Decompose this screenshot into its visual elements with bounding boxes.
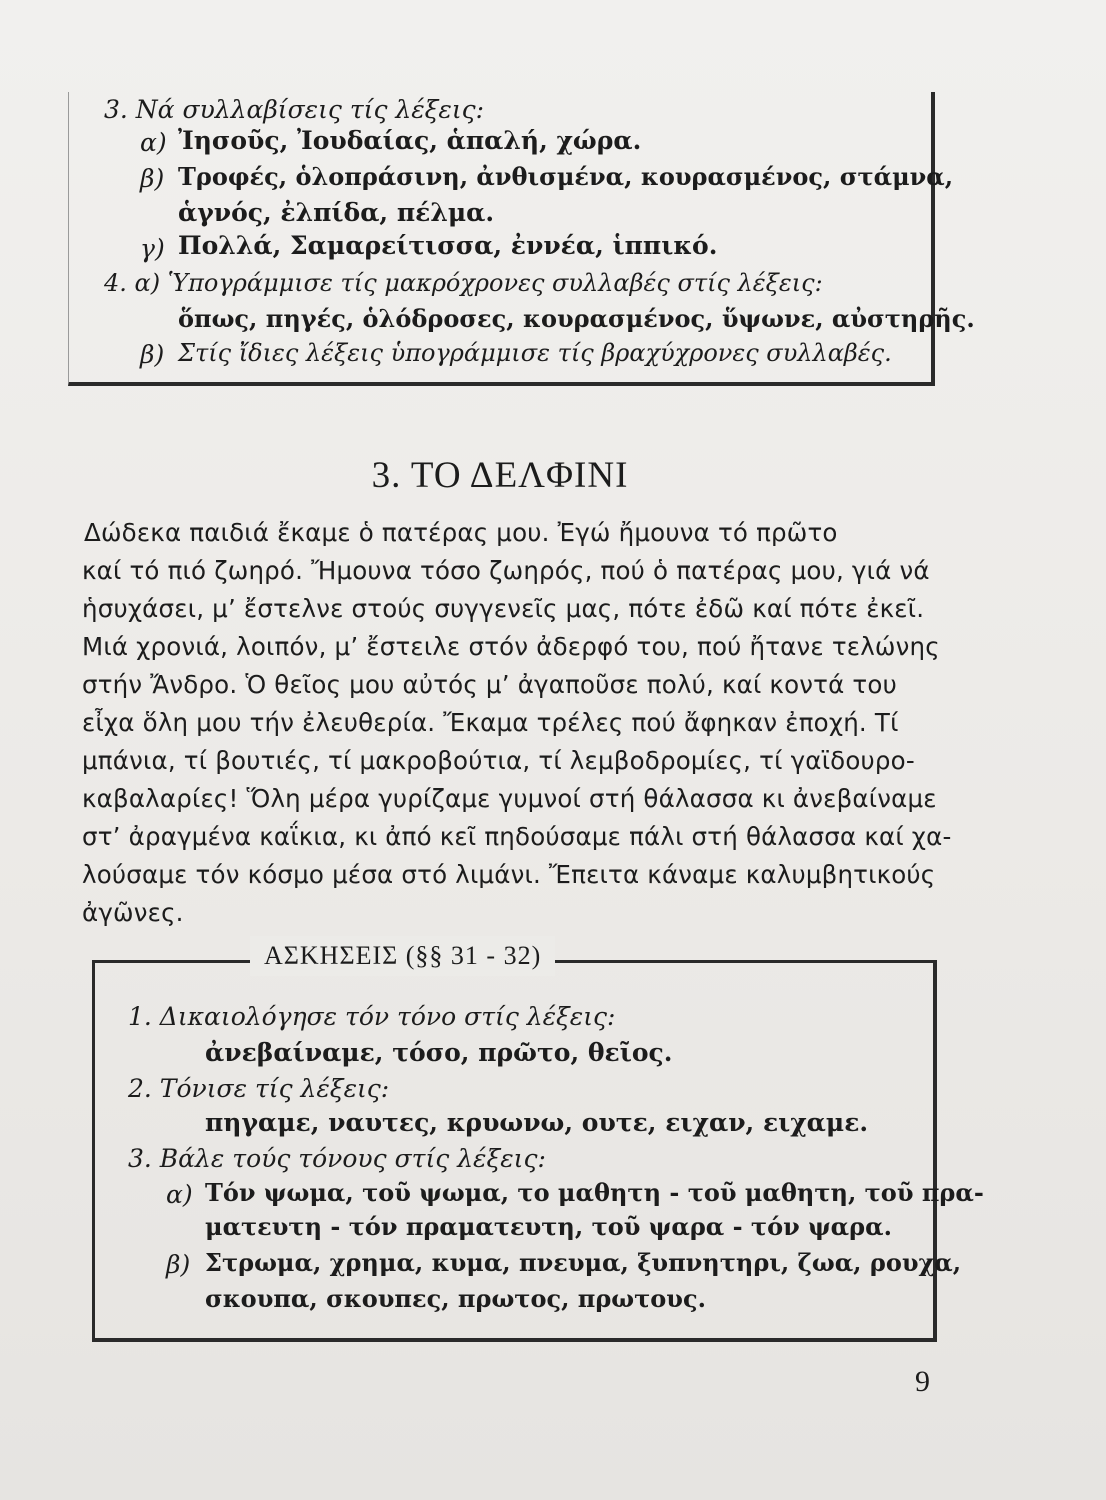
exercise-4-label: 4. α) Ὑπογράμμισε τίς μακρόχρονες συλλαβές στίς λέξεις:: [104, 269, 823, 297]
page-number: 9: [915, 1365, 930, 1398]
exercises-heading: ΑΣΚΗΣΕΙΣ (§§ 31 - 32): [250, 936, 555, 976]
exercise-1-words: ἀνεβαίναμε, τόσο, πρῶτο, θεῖος.: [205, 1038, 673, 1067]
exercise-4b-marker: β): [140, 340, 165, 369]
exercise-3a-bottom-marker: α): [166, 1180, 193, 1209]
exercise-3g-words: Πολλά, Σαμαρείτισσα, ἐννέα, ἱππικό.: [178, 231, 718, 260]
lesson-line: ἡσυχάσει, μ’ ἔστελνε στούς συγγενεῖς μας, πότε ἐδῶ καί πότε ἐκεῖ.: [82, 594, 925, 623]
exercise-1-label: 1. Δικαιολόγησε τόν τόνο στίς λέξεις:: [128, 1002, 616, 1031]
exercise-3-label: 3. Νά συλλαβίσεις τίς λέξεις:: [104, 95, 485, 124]
exercise-3b-bottom-line1: Στρωμα, χρημα, κυμα, πνευμα, ξυπνητηρι, ζωα, ρουχα,: [205, 1248, 962, 1277]
lesson-line: λούσαμε τόν κόσμο μέσα στό λιμάνι. Ἔπειτα κάναμε καλυμβητικούς: [82, 860, 936, 889]
lesson-line: καί τό πιό ζωηρό. Ἤμουνα τόσο ζωηρός, πού ὁ πατέρας μου, γιά νά: [82, 556, 930, 585]
exercise-3a-words: Ἰησοῦς, Ἰουδαίας, ἁπαλή, χώρα.: [178, 126, 642, 155]
lesson-line: στ’ ἀραγμένα καΐκια, κι ἀπό κεῖ πηδούσαμε πάλι στή θάλασσα καί χα-: [82, 822, 952, 851]
exercise-2-words: πηγαμε, ναυτες, κρυωνω, ουτε, ειχαν, ειχαμε.: [205, 1108, 869, 1137]
exercise-3a-marker: α): [140, 128, 167, 157]
lesson-line: εἶχα ὅλη μου τήν ἐλευθερία. Ἔκαμα τρέλες πού ἄφηκαν ἐποχή. Τί: [82, 708, 899, 737]
lesson-title: 3. ΤΟ ΔΕΛΦΙΝΙ: [371, 455, 629, 496]
exercise-3g-marker: γ): [140, 234, 165, 263]
lesson-line: ἀγῶνες.: [82, 898, 184, 927]
exercise-3-bottom-label: 3. Βάλε τούς τόνους στίς λέξεις:: [128, 1144, 546, 1173]
exercise-3b-bottom-marker: β): [166, 1250, 191, 1279]
exercise-4a-words: ὅπως, πηγές, ὁλόδροσες, κουρασμένος, ὕψωνε, αὐστηρῆς.: [178, 304, 975, 333]
exercise-2-label: 2. Τόνισε τίς λέξεις:: [128, 1074, 390, 1103]
exercise-3b-words-line1: Τροφές, ὁλοπράσινη, ἀνθισμένα, κουρασμένος, στάμνα,: [178, 162, 954, 191]
lesson-line: Μιά χρονιά, λοιπόν, μ’ ἔστειλε στόν ἀδερφό του, πού ἤτανε τελώνης: [82, 632, 940, 661]
exercise-3b-words-line2: ἁγνός, ἐλπίδα, πέλμα.: [178, 198, 495, 227]
lesson-line: Δώδεκα παιδιά ἔκαμε ὁ πατέρας μου. Ἐγώ ἤμουνα τό πρῶτο: [84, 518, 838, 547]
exercise-4b-text: Στίς ἴδιες λέξεις ὑπογράμμισε τίς βραχύχρονες συλλαβές.: [178, 339, 892, 367]
lesson-line: καβαλαρίες! Ὅλη μέρα γυρίζαμε γυμνοί στή θάλασσα κι ἀνεβαίναμε: [82, 784, 937, 813]
exercise-3a-bottom-line2: ματευτη - τόν πραματευτη, τοῦ ψαρα - τόν ψαρα.: [205, 1212, 892, 1241]
lesson-line: μπάνια, τί βουτιές, τί μακροβούτια, τί λεμβοδρομίες, τί γαϊδουρο-: [82, 746, 915, 775]
exercise-3b-bottom-line2: σκουπα, σκουπες, πρωτος, πρωτους.: [205, 1284, 706, 1313]
exercise-3a-bottom-line1: Τόν ψωμα, τοῦ ψωμα, το μαθητη - τοῦ μαθητη, τοῦ πρα-: [205, 1178, 984, 1207]
lesson-line: στήν Ἄνδρο. Ὁ θεῖος μου αὐτός μ’ ἀγαποῦσε πολύ, καί κοντά του: [82, 670, 897, 699]
exercise-3b-marker: β): [140, 164, 165, 193]
